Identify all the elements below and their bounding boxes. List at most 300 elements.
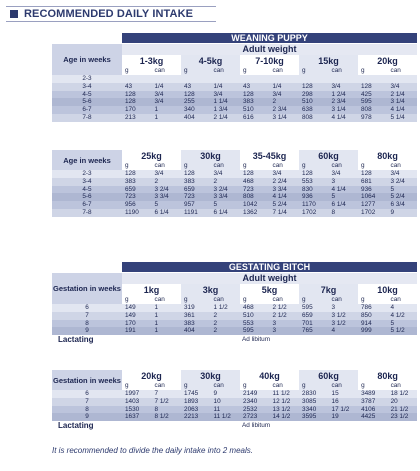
value-cell: 255	[181, 98, 211, 106]
unit-label: can	[211, 67, 241, 75]
value-cell: 4106	[358, 406, 388, 414]
age-cell: 4-5	[52, 91, 122, 99]
unit-label: can	[329, 382, 359, 390]
weight-header: 30kg	[181, 150, 240, 162]
value-cell: 3 1/4	[388, 98, 418, 106]
value-cell: 936	[299, 193, 329, 201]
value-cell: 9	[388, 209, 418, 217]
value-cell: 23 1/2	[388, 413, 418, 421]
table-row	[52, 193, 417, 201]
value-cell: 4425	[358, 413, 388, 421]
value-cell: 2723	[240, 413, 270, 421]
lactating-row	[52, 421, 417, 431]
unit-label: g	[299, 67, 329, 75]
value-cell: 3 1/2	[329, 312, 359, 320]
value-cell: 1530	[122, 406, 152, 414]
value-cell	[388, 75, 418, 83]
value-cell: 3 3/4	[270, 186, 300, 194]
value-cell: 15	[329, 390, 359, 398]
value-cell: 17 1/2	[329, 406, 359, 414]
weight-header: 15kg	[299, 55, 358, 67]
value-cell: 3/4	[152, 170, 182, 178]
value-cell: 468	[240, 304, 270, 312]
table-row	[52, 91, 417, 99]
value-cell: 43	[181, 83, 211, 91]
age-cell: 6-7	[52, 106, 122, 114]
value-cell: 4	[329, 327, 359, 335]
footnote: It is recommended to divide the daily intake into 2 meals.	[52, 446, 253, 455]
value-cell: 2 1/4	[211, 114, 241, 122]
value-cell: 3 1/4	[329, 106, 359, 114]
value-cell: 1362	[240, 209, 270, 217]
unit-label: can	[152, 162, 182, 170]
value-cell: 11	[211, 406, 241, 414]
value-cell	[329, 75, 359, 83]
value-cell: 3	[270, 327, 300, 335]
age-cell: 8	[52, 320, 122, 328]
age-cell: 9	[52, 413, 122, 421]
value-cell: 5 1/4	[388, 114, 418, 122]
value-cell: 361	[181, 312, 211, 320]
unit-label: g	[181, 382, 211, 390]
value-cell: 4	[388, 304, 418, 312]
value-cell: 510	[240, 106, 270, 114]
table-row	[52, 406, 417, 414]
age-cell: 5-6	[52, 193, 122, 201]
unit-label: g	[299, 382, 329, 390]
value-cell: 4 1/4	[329, 186, 359, 194]
value-cell: 149	[122, 304, 152, 312]
value-cell: 1/4	[211, 83, 241, 91]
table-row	[52, 170, 417, 178]
value-cell: 1893	[181, 398, 211, 406]
value-cell: 1	[152, 312, 182, 320]
unit-label: g	[358, 162, 388, 170]
value-cell: 681	[358, 178, 388, 186]
value-cell: 3	[270, 320, 300, 328]
table-row	[52, 320, 417, 328]
weight-header: 40kg	[240, 370, 299, 382]
age-header: Gestation in weeks	[52, 273, 122, 304]
age-cell: 6	[52, 390, 122, 398]
value-cell: 16	[329, 398, 359, 406]
table-row	[52, 178, 417, 186]
spacer	[122, 421, 240, 431]
value-cell: 1745	[181, 390, 211, 398]
value-cell: 213	[122, 114, 152, 122]
value-cell: 19	[329, 413, 359, 421]
unit-label: g	[299, 296, 329, 304]
value-cell: 383	[122, 178, 152, 186]
value-cell: 808	[240, 193, 270, 201]
unit-label: can	[211, 162, 241, 170]
value-cell: 2830	[299, 390, 329, 398]
unit-label: g	[122, 296, 152, 304]
value-cell: 13 1/2	[270, 406, 300, 414]
adult-weight-header: Adult weight	[122, 44, 417, 55]
value-cell: 1 2/4	[329, 91, 359, 99]
age-cell: 2-3	[52, 75, 122, 83]
value-cell: 1277	[358, 201, 388, 209]
value-cell: 3489	[358, 390, 388, 398]
gestating-t2-table	[52, 370, 417, 431]
value-cell: 595	[299, 304, 329, 312]
ad-libitum-label: Ad libitum	[242, 422, 271, 430]
age-cell: 3-4	[52, 178, 122, 186]
weight-header: 80kg	[358, 150, 417, 162]
value-cell: 1/4	[270, 83, 300, 91]
section-header	[6, 6, 216, 22]
value-cell: 2	[211, 320, 241, 328]
value-cell: 1 1/2	[211, 304, 241, 312]
value-cell: 2532	[240, 406, 270, 414]
unit-label: g	[181, 296, 211, 304]
unit-label: g	[181, 67, 211, 75]
value-cell	[358, 75, 388, 83]
value-cell: 850	[358, 312, 388, 320]
value-cell: 5 2/4	[270, 201, 300, 209]
value-cell: 957	[181, 201, 211, 209]
weight-header: 80kg	[358, 370, 417, 382]
value-cell: 659	[299, 312, 329, 320]
value-cell: 10	[211, 398, 241, 406]
unit-label: g	[240, 67, 270, 75]
age-cell: 2-3	[52, 170, 122, 178]
value-cell: 43	[122, 83, 152, 91]
value-cell: 128	[122, 170, 152, 178]
spacer	[122, 335, 240, 345]
value-cell: 2 2/4	[270, 178, 300, 186]
unit-label: g	[299, 162, 329, 170]
weight-header: 1-3kg	[122, 55, 181, 67]
value-cell: 128	[299, 170, 329, 178]
age-cell: 6	[52, 304, 122, 312]
value-cell: 808	[358, 106, 388, 114]
value-cell: 4 1/4	[388, 106, 418, 114]
table-row	[52, 114, 417, 122]
unit-label: g	[122, 382, 152, 390]
value-cell: 170	[122, 106, 152, 114]
unit-label: can	[211, 382, 241, 390]
value-cell: 128	[181, 170, 211, 178]
value-cell: 638	[299, 106, 329, 114]
weight-header: 60kg	[299, 370, 358, 382]
value-cell: 3787	[358, 398, 388, 406]
value-cell: 5	[211, 201, 241, 209]
value-cell: 5 2/4	[388, 193, 418, 201]
age-cell: 5-6	[52, 98, 122, 106]
value-cell: 6 3/4	[388, 201, 418, 209]
value-cell: 12 1/2	[270, 398, 300, 406]
value-cell: 3340	[299, 406, 329, 414]
value-cell: 383	[240, 98, 270, 106]
value-cell: 1191	[181, 209, 211, 217]
value-cell: 8	[329, 209, 359, 217]
weight-header: 20kg	[122, 370, 181, 382]
unit-label: g	[358, 67, 388, 75]
value-cell: 3 1/2	[329, 320, 359, 328]
value-cell: 8 1/2	[152, 413, 182, 421]
unit-label: can	[211, 296, 241, 304]
value-cell: 3 1/4	[270, 114, 300, 122]
value-cell: 149	[122, 312, 152, 320]
bullet-square-icon	[10, 10, 18, 18]
value-cell: 3/4	[152, 91, 182, 99]
value-cell: 11 1/2	[270, 390, 300, 398]
gestating-t1-table	[52, 273, 417, 345]
age-header: Age in weeks	[52, 44, 122, 75]
table-row	[52, 75, 417, 83]
unit-label: g	[240, 162, 270, 170]
weight-header: 60kg	[299, 150, 358, 162]
weaning-t2-table	[52, 150, 417, 217]
value-cell	[152, 75, 182, 83]
value-cell: 425	[358, 91, 388, 99]
unit-label: can	[270, 162, 300, 170]
weight-header: 35-45kg	[240, 150, 299, 162]
value-cell: 6 1/4	[152, 209, 182, 217]
weaning-t1-table	[52, 44, 417, 122]
weight-header: 10kg	[358, 284, 417, 296]
value-cell: 340	[181, 106, 211, 114]
gestating-band: GESTATING BITCH	[122, 262, 417, 272]
value-cell: 170	[122, 320, 152, 328]
value-cell: 18 1/2	[388, 390, 418, 398]
value-cell: 4 1/4	[329, 114, 359, 122]
value-cell: 830	[299, 186, 329, 194]
value-cell: 2340	[240, 398, 270, 406]
unit-label: g	[122, 162, 152, 170]
value-cell: 553	[299, 178, 329, 186]
value-cell: 1 3/4	[211, 106, 241, 114]
value-cell: 1	[152, 320, 182, 328]
age-header: Age in weeks	[52, 150, 122, 170]
unit-label: can	[152, 296, 182, 304]
table-row	[52, 398, 417, 406]
value-cell: 978	[358, 114, 388, 122]
age-cell: 7-8	[52, 209, 122, 217]
value-cell: 3 2/4	[211, 186, 241, 194]
value-cell: 701	[299, 320, 329, 328]
value-cell: 1/4	[152, 83, 182, 91]
unit-label: can	[388, 67, 418, 75]
value-cell: 510	[240, 312, 270, 320]
age-cell: 9	[52, 327, 122, 335]
weaning-band: WEANING PUPPY	[122, 33, 417, 43]
value-cell: 3/4	[211, 91, 241, 99]
ad-libitum-label: Ad libitum	[242, 336, 271, 344]
unit-label: g	[358, 296, 388, 304]
value-cell: 1	[152, 106, 182, 114]
table-row	[52, 106, 417, 114]
value-cell: 21 1/2	[388, 406, 418, 414]
value-cell: 936	[358, 186, 388, 194]
table-row	[52, 304, 417, 312]
value-cell: 723	[122, 193, 152, 201]
unit-label: g	[358, 382, 388, 390]
value-cell: 1702	[358, 209, 388, 217]
value-cell: 914	[358, 320, 388, 328]
value-cell: 2	[270, 98, 300, 106]
value-cell: 5	[152, 201, 182, 209]
weight-header: 25kg	[122, 150, 181, 162]
value-cell: 3/4	[388, 83, 418, 91]
value-cell: 43	[240, 83, 270, 91]
value-cell: 3/4	[329, 83, 359, 91]
weight-header: 4-5kg	[181, 55, 240, 67]
table-row	[52, 390, 417, 398]
unit-label: g	[181, 162, 211, 170]
value-cell: 404	[181, 327, 211, 335]
unit-label: g	[240, 296, 270, 304]
value-cell: 1 1/4	[211, 98, 241, 106]
value-cell: 3 2/4	[152, 186, 182, 194]
value-cell: 2	[211, 178, 241, 186]
value-cell: 5	[388, 186, 418, 194]
value-cell: 6 1/4	[211, 209, 241, 217]
value-cell: 2 3/4	[329, 98, 359, 106]
age-cell: 6-7	[52, 201, 122, 209]
value-cell: 956	[122, 201, 152, 209]
unit-label: can	[329, 296, 359, 304]
value-cell: 3595	[299, 413, 329, 421]
value-cell: 7	[152, 390, 182, 398]
value-cell: 3	[329, 304, 359, 312]
value-cell: 4 1/2	[388, 312, 418, 320]
value-cell: 383	[181, 178, 211, 186]
value-cell: 1	[152, 327, 182, 335]
table-row	[52, 327, 417, 335]
value-cell: 5 1/2	[388, 327, 418, 335]
table-row	[52, 413, 417, 421]
unit-label: g	[122, 67, 152, 75]
value-cell: 2 1/2	[270, 304, 300, 312]
age-cell: 8	[52, 406, 122, 414]
value-cell: 298	[299, 91, 329, 99]
value-cell: 191	[122, 327, 152, 335]
value-cell: 20	[388, 398, 418, 406]
weight-header: 30kg	[181, 370, 240, 382]
value-cell: 5	[388, 320, 418, 328]
weight-header: 1kg	[122, 284, 181, 296]
lactating-label: Lactating	[58, 335, 94, 345]
value-cell: 319	[181, 304, 211, 312]
value-cell: 1637	[122, 413, 152, 421]
lactating-label: Lactating	[58, 421, 94, 431]
value-cell: 2213	[181, 413, 211, 421]
unit-label: can	[152, 67, 182, 75]
value-cell: 3/4	[152, 98, 182, 106]
age-header: Gestation in weeks	[52, 370, 122, 390]
value-cell: 2	[152, 178, 182, 186]
value-cell	[181, 75, 211, 83]
value-cell: 3/4	[388, 170, 418, 178]
value-cell: 1	[152, 304, 182, 312]
weight-header: 7-10kg	[240, 55, 299, 67]
value-cell: 128	[122, 91, 152, 99]
value-cell	[240, 75, 270, 83]
value-cell: 6 1/4	[329, 201, 359, 209]
weight-header: 3kg	[181, 284, 240, 296]
unit-label: can	[388, 382, 418, 390]
value-cell: 2063	[181, 406, 211, 414]
value-cell	[122, 75, 152, 83]
value-cell: 468	[240, 178, 270, 186]
weight-header: 7kg	[299, 284, 358, 296]
value-cell: 404	[181, 114, 211, 122]
value-cell: 1190	[122, 209, 152, 217]
value-cell: 2149	[240, 390, 270, 398]
table-row	[52, 201, 417, 209]
value-cell: 595	[358, 98, 388, 106]
unit-label: can	[270, 67, 300, 75]
value-cell: 1403	[122, 398, 152, 406]
table-row	[52, 312, 417, 320]
value-cell: 3 3/4	[211, 193, 241, 201]
age-cell: 3-4	[52, 83, 122, 91]
value-cell: 808	[299, 114, 329, 122]
unit-label: g	[240, 382, 270, 390]
value-cell: 553	[240, 320, 270, 328]
value-cell: 128	[358, 170, 388, 178]
table-row	[52, 83, 417, 91]
value-cell: 723	[181, 193, 211, 201]
unit-label: can	[388, 296, 418, 304]
value-cell: 128	[299, 83, 329, 91]
value-cell: 2 1/2	[270, 312, 300, 320]
value-cell: 2	[211, 327, 241, 335]
value-cell: 3/4	[270, 170, 300, 178]
value-cell: 128	[358, 83, 388, 91]
value-cell: 9	[211, 390, 241, 398]
unit-label: can	[270, 296, 300, 304]
value-cell: 128	[240, 91, 270, 99]
lactating-row	[52, 335, 417, 345]
value-cell: 1042	[240, 201, 270, 209]
unit-label: can	[152, 382, 182, 390]
age-cell: 7	[52, 398, 122, 406]
value-cell: 659	[122, 186, 152, 194]
page-title: RECOMMENDED DAILY INTAKE	[24, 8, 194, 20]
age-cell: 4-5	[52, 186, 122, 194]
value-cell: 7 1/2	[152, 398, 182, 406]
value-cell: 616	[240, 114, 270, 122]
value-cell	[299, 75, 329, 83]
value-cell: 659	[181, 186, 211, 194]
weight-header: 5kg	[240, 284, 299, 296]
value-cell: 723	[240, 186, 270, 194]
age-cell: 7-8	[52, 114, 122, 122]
value-cell: 510	[299, 98, 329, 106]
table-row	[52, 209, 417, 217]
value-cell: 7 1/4	[270, 209, 300, 217]
value-cell: 5	[329, 193, 359, 201]
value-cell: 128	[240, 170, 270, 178]
unit-label: can	[270, 382, 300, 390]
value-cell: 3/4	[329, 170, 359, 178]
value-cell: 8	[152, 406, 182, 414]
value-cell: 765	[299, 327, 329, 335]
unit-label: can	[329, 162, 359, 170]
value-cell: 14 1/2	[270, 413, 300, 421]
value-cell	[211, 75, 241, 83]
value-cell	[270, 75, 300, 83]
unit-label: can	[388, 162, 418, 170]
value-cell: 383	[181, 320, 211, 328]
value-cell: 2	[211, 312, 241, 320]
value-cell: 1997	[122, 390, 152, 398]
age-cell: 7	[52, 312, 122, 320]
